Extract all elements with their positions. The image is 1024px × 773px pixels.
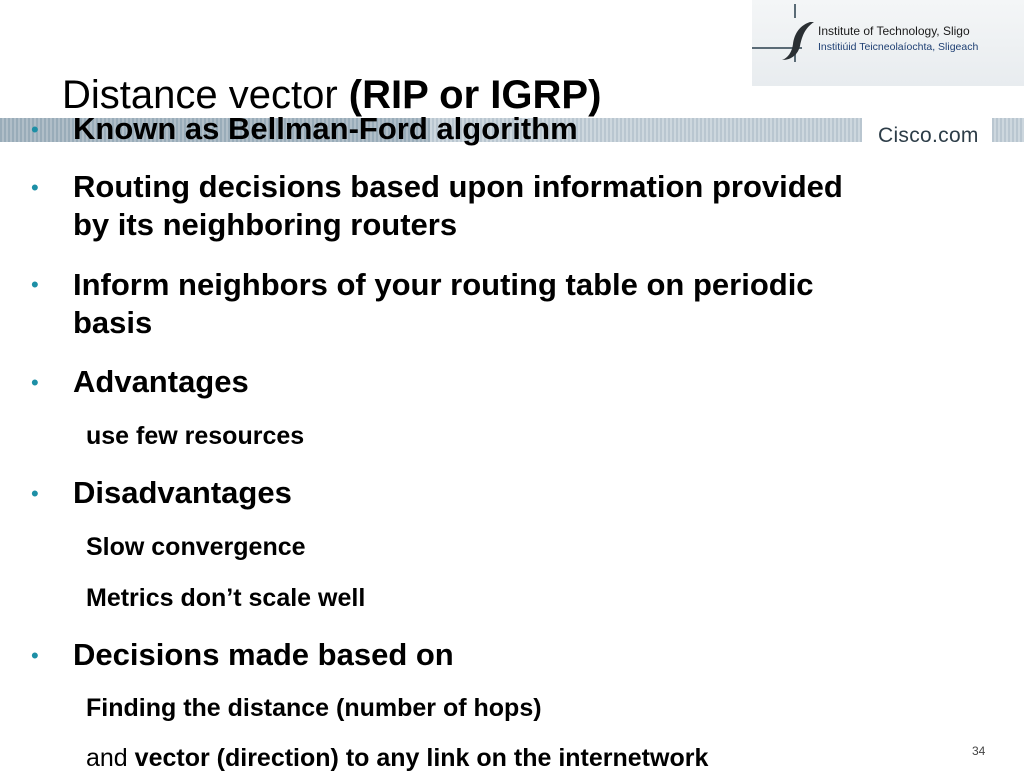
institute-name-irish: Institiúid Teicneolaíochta, Sligeach <box>818 41 979 53</box>
sligo-swoosh-icon <box>780 18 816 62</box>
bullet-disadvantages: Disadvantages <box>73 475 292 510</box>
bullet-advantages: Advantages <box>73 364 249 399</box>
bullet-inform-neighbors-line2: basis <box>73 305 153 340</box>
bullet-dot: • <box>31 117 39 142</box>
bullet-decisions-made: Decisions made based on <box>73 637 454 672</box>
bullet-inform-neighbors-line1: Inform neighbors of your routing table on periodic <box>73 267 814 302</box>
bullet-dot: • <box>31 272 39 297</box>
sub-item-metrics-scale: Metrics don’t scale well <box>86 584 366 612</box>
bullet-dot: • <box>31 175 39 200</box>
bullet-dot: • <box>31 481 39 506</box>
slide-title-regular: Distance vector <box>62 73 349 117</box>
sub-item-vector-bold: vector (direction) to any link on the internetwork <box>134 744 709 772</box>
sub-item-vector-direction <box>86 743 708 773</box>
logo-rule-vertical-top <box>794 4 796 18</box>
sub-item-finding-distance: Finding the distance (number of hops) <box>86 694 542 722</box>
slide-title-bold: (RIP or IGRP) <box>348 73 602 117</box>
sub-item-vector-prefix: and <box>86 744 135 772</box>
sub-item-slow-convergence: Slow convergence <box>86 533 306 561</box>
bullet-routing-decisions-line2: by its neighboring routers <box>73 207 458 242</box>
institute-name-english: Institute of Technology, Sligo <box>818 24 970 38</box>
cisco-brand-text: Cisco.com <box>878 124 979 147</box>
bullet-dot: • <box>31 643 39 668</box>
bullet-routing-decisions-line1: Routing decisions based upon information provided <box>73 169 843 204</box>
bullet-dot: • <box>31 370 39 395</box>
bullet-bellman-ford: Known as Bellman-Ford algorithm <box>73 111 578 146</box>
page-number: 34 <box>972 744 986 758</box>
sub-item-use-few-resources: use few resources <box>86 422 305 450</box>
